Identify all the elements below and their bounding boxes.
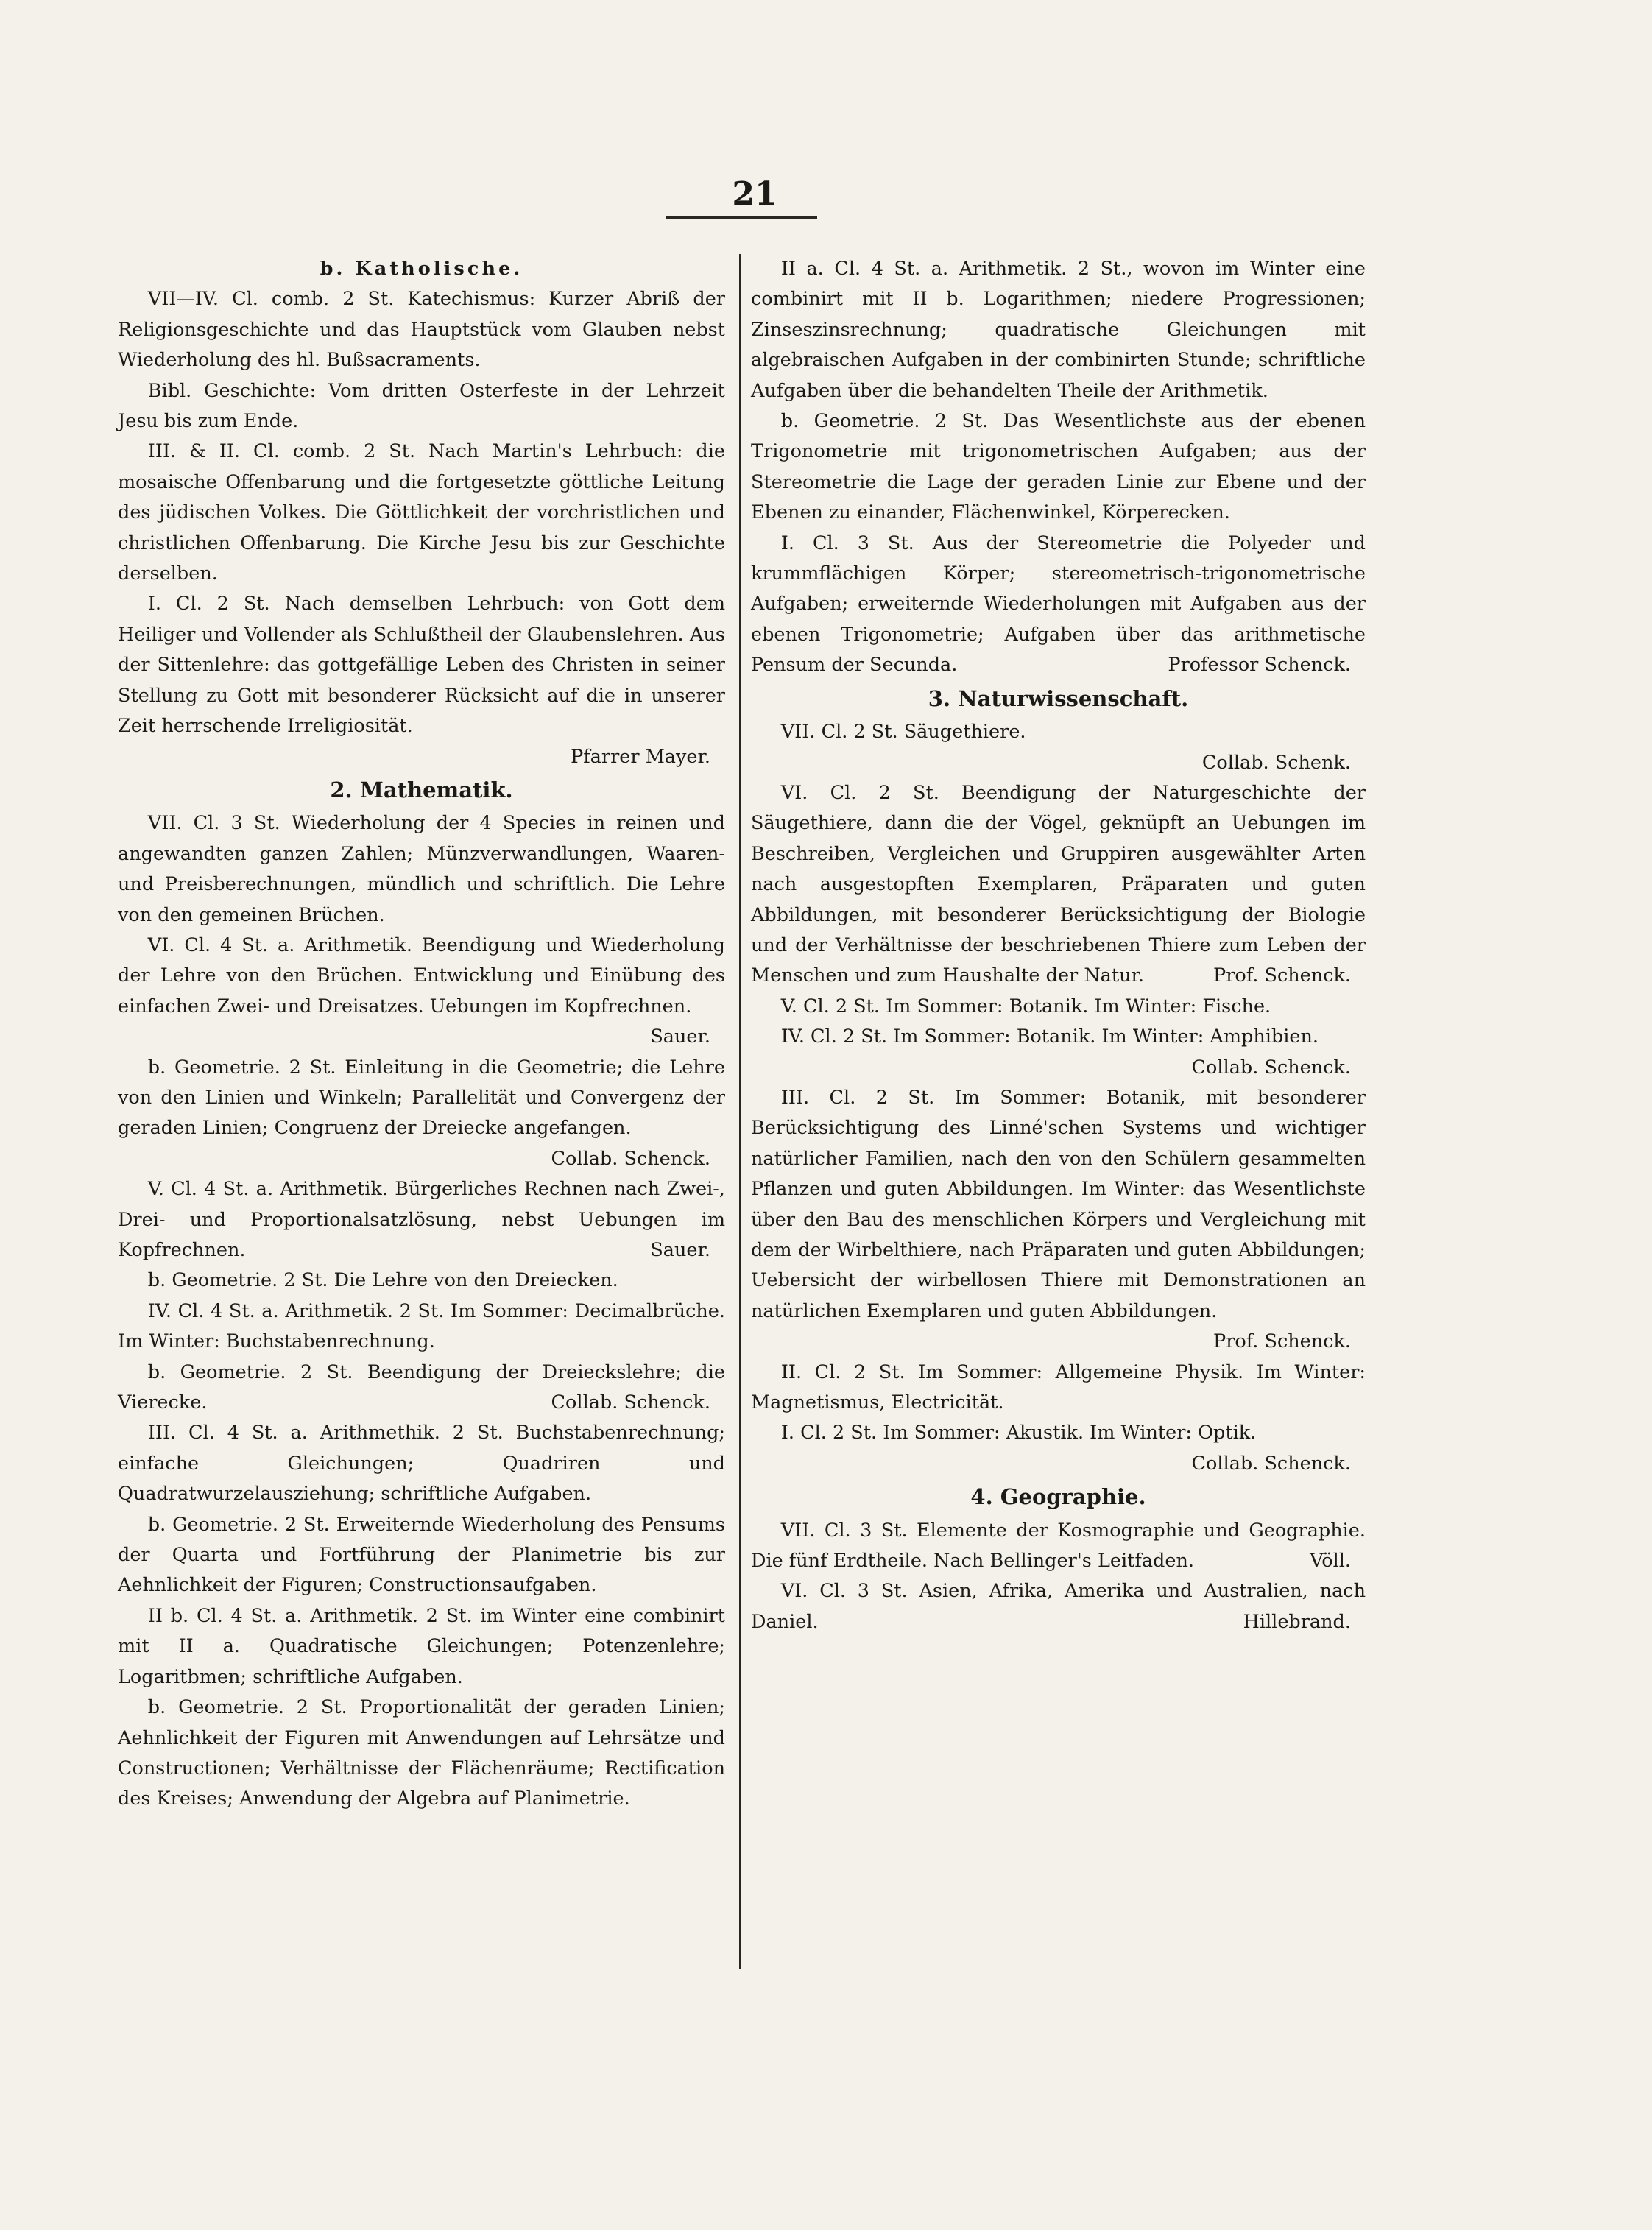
nature-paragraph	[751, 1083, 1366, 1358]
teacher-signature: Sauer.	[650, 1026, 710, 1048]
math-paragraph: II b. Cl. 4 St. a. Arithmetik. 2 St. im Winter eine combinirt mit II a. Quadratische Gleichungen; Potenzenlehre; Logaritbmen; schriftliche Aufgaben.	[118, 1604, 725, 1688]
math-paragraph: VII. Cl. 3 St. Wiederholung der 4 Species in reinen und angewandten ganzen Zahlen; Münzverwandlungen, Waaren- und Preisberechnungen, mündlich und schriftlich. Die Lehre von den gemeinen Brüchen.	[118, 812, 725, 926]
teacher-signature: Collab. Schenck.	[551, 1391, 710, 1414]
math-paragraph-text: VI. Cl. 4 St. a. Arithmetik. Beendigung und Wiederholung der Lehre von den Brüchen. Entwicklung und Einübung des einfachen Zwei- und Dreisatzes. Uebungen im Kopfrechnen.	[118, 934, 725, 1017]
math-paragraph-text: V. Cl. 4 St. a. Arithmetik. Bürgerliches Rechnen nach Zwei-, Drei- und Proportionalsatzlösung, nebst Uebungen im Kopfrechnen.	[118, 1178, 725, 1261]
nature-paragraph	[751, 1022, 1366, 1083]
nature-paragraph-text: III. Cl. 2 St. Im Sommer: Botanik, mit besonderer Berücksichtigung des Linné'schen Systems und wichtiger natürlicher Familien, nach den von den Schülern gesammelten Pflanzen und guten Abbildungen. Im Winter: das Wesentlichste über den Bau des menschlichen Körpers und Vergleichung mit dem der Wirbelthiere, nach Präparaten und guten Abbildungen; Uebersicht der wirbellosen Thiere mit Demonstrationen an natürlichen Exemplaren und guten Abbildungen.	[751, 1086, 1366, 1322]
math-paragraph	[118, 931, 725, 1053]
religion-paragraph: III. & II. Cl. comb. 2 St. Nach Martin's Lehrbuch: die mosaische Offenbarung und die fortgesetzte göttliche Leitung des jüdischen Volkes. Die Göttlichkeit der vorchristlichen und christlichen Offenbarung. Die Kirche Jesu bis zur Geschichte derselben.	[118, 440, 725, 585]
religion-paragraph: I. Cl. 2 St. Nach demselben Lehrbuch: von Gott dem Heiliger und Vollender als Schlußtheil der Glaubenslehren. Aus der Sittenlehre: das gottgefällige Leben des Christen in seiner Stellung zu Gott mit besonderer Rücksicht auf die in unserer Zeit herrschende Irreligiosität.	[118, 593, 725, 738]
teacher-signature: Collab. Schenck.	[1191, 1452, 1351, 1475]
math-paragraph-text: b. Geometrie. 2 St. Beendigung der Dreieckslehre; die Vierecke.	[118, 1361, 725, 1414]
religion-paragraph: VII—IV. Cl. comb. 2 St. Katechismus: Kurzer Abriß der Religionsgeschichte und das Hauptstück vom Glauben nebst Wiederholung des hl. Bußsacraments.	[118, 288, 725, 372]
math-paragraph: IV. Cl. 4 St. a. Arithmetik. 2 St. Im Sommer: Decimalbrüche. Im Winter: Buchstabenrechnung.	[118, 1299, 725, 1353]
math-paragraph: b. Geometrie. 2 St. Proportionalität der geraden Linien; Aehnlichkeit der Figuren mit Anwendungen auf Lehrsätze und Constructionen; Verhältnisse der Flächenräume; Rectification des Kreises; Anwendung der Algebra auf Planimetrie.	[118, 1696, 725, 1810]
nature-paragraph-text: IV. Cl. 2 St. Im Sommer: Botanik. Im Winter: Amphibien.	[780, 1026, 1319, 1048]
religion-heading: b. Katholische.	[320, 258, 523, 280]
left-column	[118, 254, 725, 1815]
math-paragraph	[118, 1358, 725, 1419]
math-paragraph: b. Geometrie. 2 St. Erweiternde Wiederholung des Pensums der Quarta und Fortführung der Planimetrie bis zur Aehnlichkeit der Figuren; Constructionsaufgaben.	[118, 1513, 725, 1597]
teacher-signature: Prof. Schenck.	[1213, 1330, 1351, 1353]
math-paragraph: b. Geometrie. 2 St. Die Lehre von den Dreiecken.	[147, 1269, 618, 1292]
math-paragraph: II a. Cl. 4 St. a. Arithmetik. 2 St., wovon im Winter eine combinirt mit II b. Logarithmen; niedere Progressionen; Zinseszinsrechnung; quadratische Gleichungen mit algebraischen Aufgaben in der combinirten Stunde; schriftliche Aufgaben über die behandelten Theile der Arithmetik.	[751, 258, 1366, 402]
nature-paragraph: VII. Cl. 2 St. Säugethiere.	[780, 721, 1026, 744]
math-paragraph: III. Cl. 4 St. a. Arithmethik. 2 St. Buchstabenrechnung; einfache Gleichungen; Quadriren und Quadratwurzelausziehung; schriftliche Aufgaben.	[118, 1422, 725, 1506]
geography-paragraph	[751, 1516, 1366, 1577]
math-paragraph	[751, 529, 1366, 681]
geography-paragraph	[751, 1576, 1366, 1637]
nature-paragraph	[751, 1418, 1366, 1479]
teacher-signature: Collab. Schenck.	[1191, 1056, 1351, 1079]
math-paragraph-text: b. Geometrie. 2 St. Einleitung in die Geometrie; die Lehre von den Linien und Winkeln; Parallelität und Convergenz der geraden Linien; Congruenz der Dreiecke angefangen.	[118, 1056, 725, 1140]
teacher-signature: Professor Schenck.	[1168, 654, 1351, 677]
column-divider	[739, 254, 741, 1969]
teacher-signature: Collab. Schenk.	[1201, 751, 1351, 774]
geography-paragraph-text: VI. Cl. 3 St. Asien, Afrika, Amerika und Australien, nach Daniel.	[751, 1580, 1366, 1633]
nature-paragraph-text: VI. Cl. 2 St. Beendigung der Naturgeschichte der Säugethiere, dann die der Vögel, geknüpft an Uebungen im Beschreiben, Vergleichen und Gruppiren ausgewählter Arten nach ausgestopften Exemplaren, Präparaten und guten Abbildungen, mit besonderer Berücksichtigung der Biologie und der Verhältnisse der beschriebenen Thiere zum Leben der Menschen und zum Haushalte der Natur.	[751, 781, 1366, 987]
nature-heading: 3. Naturwissenschaft.	[928, 685, 1189, 711]
nature-paragraph: II. Cl. 2 St. Im Sommer: Allgemeine Physik. Im Winter: Magnetismus, Electricität.	[751, 1361, 1366, 1414]
page-number: 21	[732, 175, 777, 213]
math-paragraph-text: I. Cl. 3 St. Aus der Stereometrie die Polyeder und krummflächigen Körper; stereometrisch-trigonometrische Aufgaben; erweiternde Wiederholungen mit Aufgaben aus der ebenen Trigonometrie; Aufgaben über das arithmetische Pensum der Secunda.	[751, 532, 1366, 677]
geography-heading: 4. Geographie.	[970, 1484, 1146, 1510]
math-heading: 2. Mathematik.	[330, 777, 513, 802]
math-paragraph	[118, 1053, 725, 1175]
nature-paragraph	[751, 778, 1366, 992]
math-paragraph: b. Geometrie. 2 St. Das Wesentlichste aus der ebenen Trigonometrie mit trigonometrischen Aufgaben; aus der Stereometrie die Lage der geraden Linie zur Ebene und der Ebenen zu einander, Flächenwinkel, Körperecken.	[751, 410, 1366, 524]
nature-paragraph: V. Cl. 2 St. Im Sommer: Botanik. Im Winter: Fische.	[780, 995, 1271, 1017]
teacher-signature: Collab. Schenck.	[551, 1147, 710, 1170]
page-number-rule	[666, 216, 817, 219]
teacher-signature: Prof. Schenck.	[1213, 964, 1351, 987]
teacher-signature: Hillebrand.	[1243, 1610, 1351, 1633]
religion-paragraph: Bibl. Geschichte: Vom dritten Osterfeste in der Lehrzeit Jesu bis zum Ende.	[118, 379, 725, 433]
teacher-signature: Völl.	[1310, 1550, 1351, 1573]
religion-signature: Pfarrer Mayer.	[571, 745, 710, 768]
right-column	[751, 254, 1366, 1637]
nature-paragraph-text: I. Cl. 2 St. Im Sommer: Akustik. Im Winter: Optik.	[780, 1422, 1257, 1444]
geography-paragraph-text: VII. Cl. 3 St. Elemente der Kosmographie und Geographie. Die fünf Erdtheile. Nach Bellinger's Leitfaden.	[751, 1519, 1366, 1573]
math-paragraph	[118, 1174, 725, 1266]
teacher-signature: Sauer.	[650, 1239, 710, 1261]
